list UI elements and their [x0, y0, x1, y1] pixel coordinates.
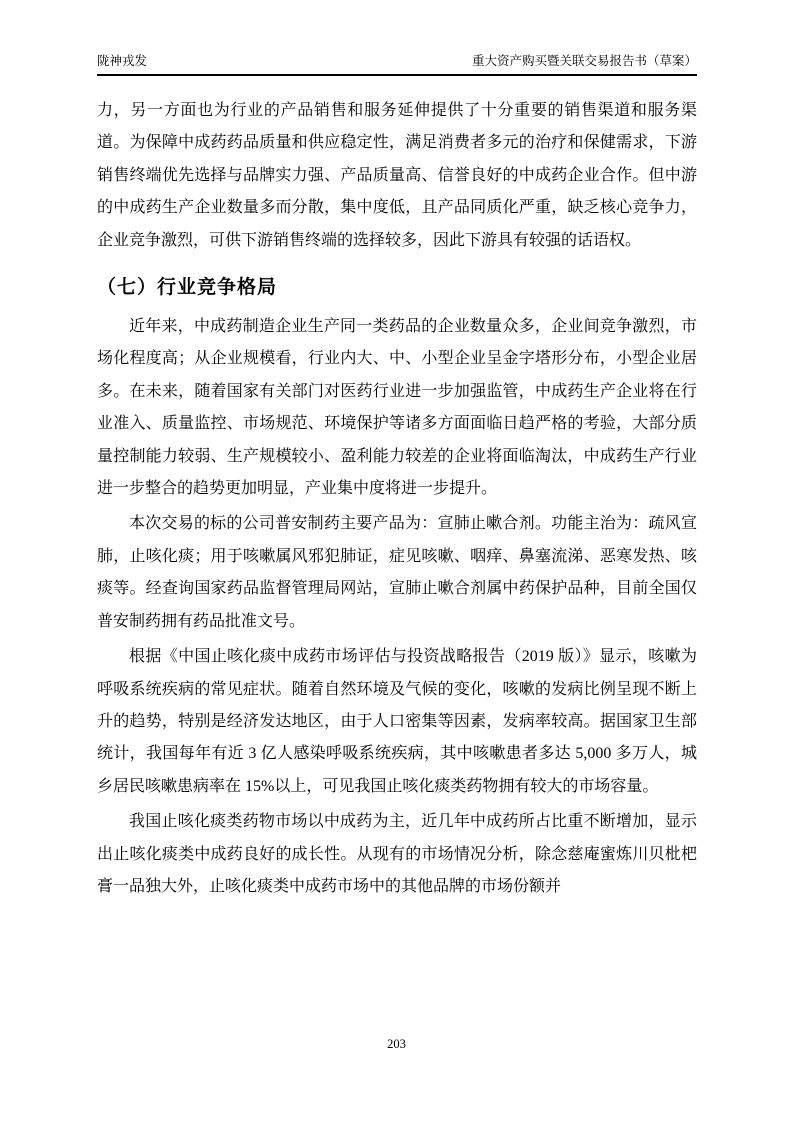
page-header	[97, 53, 697, 76]
section-heading: （七）行业竞争格局	[97, 277, 278, 299]
header-company-name: 陇神戎发	[97, 54, 148, 68]
paragraph: 我国止咳化痰类药物市场以中成药为主，近几年中成药所占比重不断增加，显示出止咳化痰类中成药良好的成长性。从现有的市场情况分析，除念慈庵蜜炼川贝枇杷膏一品独大外，止咳化痰类中成药市场中的其他品牌的市场份额并	[97, 813, 697, 895]
paragraph: 根据《中国止咳化痰中成药市场评估与投资战略报告（2019 版）》显示，咳嗽为呼吸系统疾病的常见症状。随着自然环境及气候的变化，咳嗽的发病比例呈现不断上升的趋势，特别是经济发达地区，由于人口密集等因素，发病率较高。据国家卫生部统计，我国每年有近 3 亿人感染呼吸系统疾病，其中咳嗽患者多达 5,000 多万人，城乡居民咳嗽患病率在 15%以上，可见我国止咳化痰类药物拥有较大的市场容量。	[97, 648, 697, 795]
paragraph: 本次交易的标的公司普安制药主要产品为：宣肺止嗽合剂。功能主治为：疏风宣肺，止咳化痰；用于咳嗽属风邪犯肺证，症见咳嗽、咽痒、鼻塞流涕、恶寒发热、咳痰等。经查询国家药品监督管理局网站，宣肺止嗽合剂属中药保护品种，目前全国仅普安制药拥有药品批准文号。	[97, 515, 697, 630]
header-report-title: 重大资产购买暨关联交易报告书（草案）	[471, 54, 697, 68]
page-number: 203	[387, 1037, 406, 1051]
paragraph-continued: 力，另一方面也为行业的产品销售和服务延伸提供了十分重要的销售渠道和服务渠道。为保障中成药药品质量和供应稳定性，满足消费者多元的治疗和保健需求，下游销售终端优先选择与品牌实力强、产品质量高、信誉良好的中成药企业合作。但中游的中成药生产企业数量多而分散，集中度低，且产品同质化严重，缺乏核心竞争力，企业竞争激烈，可供下游销售终端的选择较多，因此下游具有较强的话语权。	[97, 102, 697, 249]
paragraph: 近年来，中成药制造企业生产同一类药品的企业数量众多，企业间竞争激烈，市场化程度高；从企业规模看，行业内大、中、小型企业呈金字塔形分布，小型企业居多。在未来，随着国家有关部门对医药行业进一步加强监管，中成药生产企业将在行业准入、质量监控、市场规范、环境保护等诸多方面面临日趋严格的考验，大部分质量控制能力较弱、生产规模较小、盈利能力较差的企业将面临淘汰，中成药生产行业进一步整合的趋势更加明显，产业集中度将进一步提升。	[97, 318, 697, 498]
page-footer	[0, 1036, 793, 1053]
document-body	[97, 95, 697, 906]
